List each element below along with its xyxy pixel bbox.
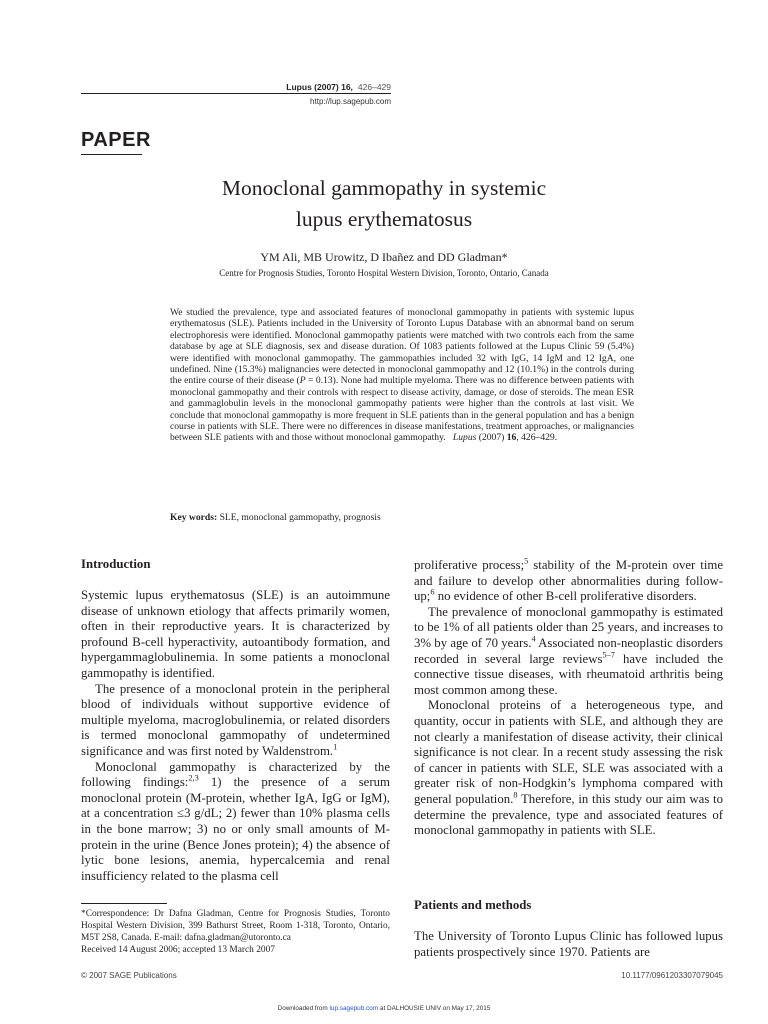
journal-name: Lupus (2007) 16, <box>286 82 353 92</box>
abstract <box>170 307 634 444</box>
journal-pages: 426–429 <box>357 82 391 92</box>
text-run: Therefore, in this study our aim was to determine the prevalence, type and associated features of monoclonal gammopathy in patients with SLE. <box>414 791 723 838</box>
text-run: proliferative process; <box>414 558 525 572</box>
text-run: The prevalence of monoclonal gammopathy is estimated to be 1% of all patients older than 25 years, and increases to 3% by age of 70 years. <box>414 604 723 650</box>
citation-volume: 16 <box>506 432 517 444</box>
intro-paragraph-1: Systemic lupus erythematosus (SLE) is an autoimmune disease of unknown etiology that affects primarily women, often in their reproductive years. It is characterized by profound B-cell hyperactivity, autoantibody formation, and hypergammaglobulinemia. In some patients a monoclonal gammopathy is identified. <box>81 588 390 680</box>
author-list: YM Ali, MB Urowitz, D Ibañez and DD Gladman* <box>260 250 508 264</box>
methods-heading: Patients and methods <box>414 898 532 912</box>
reference-marker: 8 <box>513 790 518 800</box>
download-suffix: at DALHOUSIE UNIV on May 17, 2015 <box>378 1005 491 1012</box>
text-run: have included the connective tissue diseases, with rheumatoid arthritis being most common among these. <box>414 651 723 697</box>
footnote-rule <box>81 903 167 904</box>
download-prefix: Downloaded from <box>277 1005 330 1012</box>
paper-label-rule <box>81 154 142 155</box>
keywords <box>170 512 634 524</box>
intro-p3-text: Monoclonal gammopathy is characterized by the following findings: <box>81 759 390 790</box>
citation-year: (2007) <box>476 432 507 444</box>
intro-paragraph-3 <box>81 760 390 885</box>
reference-marker: 5 <box>524 556 529 566</box>
text-run: Associated non-neoplastic disorders recorded in several large reviews <box>414 635 724 666</box>
journal-url[interactable]: http://lup.sagepub.com <box>310 97 391 106</box>
citation-journal: Lupus <box>452 432 477 444</box>
header-rule <box>81 93 391 94</box>
download-notice <box>0 1005 768 1013</box>
citation-pages: , 426–429. <box>516 432 558 444</box>
reference-marker: 5–7 <box>602 650 615 660</box>
footnote <box>81 908 390 956</box>
download-link[interactable]: lup.sagepub.com <box>329 1005 379 1012</box>
abstract-text-continued: = 0.13). None had multiple myeloma. There was no difference between patients with monoclonal gammopathy and their controls with respect to disease activity, damage, or dose of steroids. The mean ESR and gammaglobulin levels in the monoclonal gammopathy patients were higher than the controls at last visit. We conclude that monoclonal gammopathy is more frequent in SLE patients than in the general population and has a benign course in patients with SLE. There were no differences in disease manifestations, treatment approaches, or malignancies between SLE patients with and those without monoclonal gammopathy. <box>170 375 634 444</box>
abstract-p-symbol: P <box>299 375 306 387</box>
copyright: © 2007 SAGE Publications <box>81 971 177 980</box>
paper-type-label: PAPER <box>81 129 151 151</box>
keywords-label: Key words: <box>170 512 218 523</box>
reference-marker: 6 <box>430 587 435 597</box>
abstract-text: We studied the prevalence, type and associated features of monoclonal gammopathy in patients with systemic lupus erythematosus (SLE). Patients included in the University of Toronto Lupus Database with an abnormal band on serum electrophoresis were identified. Monoclonal gammopathy patients were matched with two controls each from the same database by age at SLE diagnosis, sex and disease duration. Of 1083 patients followed at the Lupus Clinic 59 (5.4%) were identified with monoclonal gammopathy. The gammopathies included 32 with IgG, 14 IgM and 12 IgA, one undefined. Nine (15.3%) malignancies were detected in monoclonal gammopathy and 12 (10.1%) in the controls during the entire course of their disease ( <box>170 307 634 387</box>
keywords-text: SLE, monoclonal gammopathy, prognosis <box>219 512 381 523</box>
left-column-body <box>81 588 390 884</box>
intro-paragraph-4 <box>414 605 723 699</box>
reference-marker: 4 <box>531 634 536 644</box>
reference-marker: 2,3 <box>188 773 199 783</box>
text-run: stability of the M-protein over time and failure to develop other abnormalities during follow-up; <box>414 558 724 604</box>
article-title <box>160 173 608 235</box>
text-run: Monoclonal proteins of a heterogeneous type, and quantity, occur in patients with SLE, and although they are not clearly a manifestation of disease activity, their clinical significance is not clear. In a recent study assessing the risk of cancer in patients with SLE, SLE was associated with a greater risk of non-Hodgkin’s lymphoma compared with general population. <box>414 698 723 806</box>
intro-paragraph-2 <box>81 682 390 760</box>
received-dates: Received 14 August 2006; accepted 13 March 2007 <box>81 945 275 955</box>
intro-p2-text: The presence of a monoclonal protein in the peripheral blood of individuals without supportive evidence of multiple myeloma, macroglobulinemia, or related disorders is termed monoclonal gammopathy of undetermined significance and was first noted by Waldenstrom. <box>81 681 390 758</box>
reference-marker: 1 <box>333 742 338 752</box>
text-run: no evidence of other B-cell proliferative disorders. <box>434 589 697 604</box>
introduction-heading: Introduction <box>81 557 151 571</box>
intro-paragraph-5 <box>414 698 723 838</box>
title-line-1: Monoclonal gammopathy in systemic <box>221 176 547 200</box>
right-column-body <box>414 558 723 839</box>
doi: 10.1177/0961203307079045 <box>621 971 723 980</box>
journal-citation-header <box>81 82 391 92</box>
affiliation: Centre for Prognosis Studies, Toronto Hospital Western Division, Toronto, Ontario, Canada <box>219 268 549 278</box>
intro-paragraph-3-continued <box>414 558 723 605</box>
intro-p3-text-continued: 1) the presence of a serum monoclonal protein (M-protein, whether IgA, IgG or IgM), at a concentration ≤3 g/dL; 2) fewer than 10% plasma cells in the bone marrow; 3) no or only small amounts of M-protein in the urine (Bence Jones protein); 4) the absence of lytic bone lesions, anemia, hypercalcemia and renal insufficiency related to the plasma cell <box>81 775 390 883</box>
methods-paragraph: The University of Toronto Lupus Clinic has followed lupus patients prospectively since 1970. Patients are <box>414 929 723 959</box>
title-line-2: lupus erythematosus <box>295 207 473 231</box>
correspondence-note: *Correspondence: Dr Dafna Gladman, Centre for Prognosis Studies, Toronto Hospital Western Division, 399 Bathurst Street, Room 1-318, Toronto, Ontario, M5T 2S8, Canada. E-mail: dafna.gladman@utoronto.ca <box>81 909 390 943</box>
